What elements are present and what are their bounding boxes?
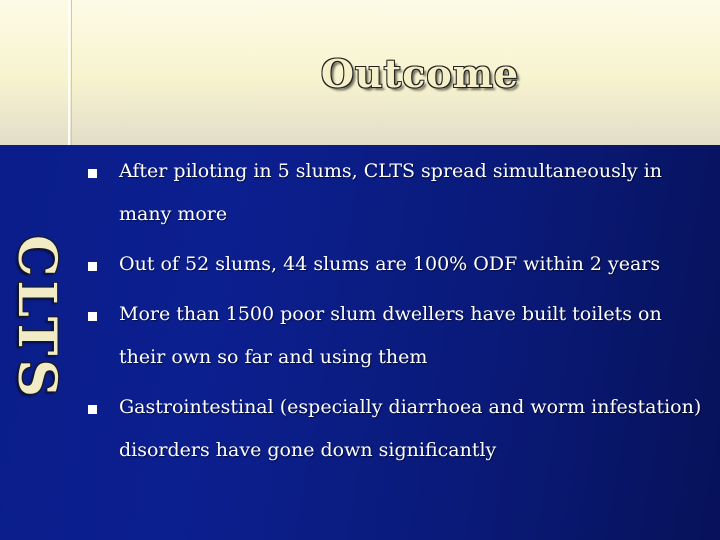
side-label: CLTS	[6, 235, 67, 401]
bullet-item	[86, 243, 706, 286]
square-bullet-icon	[88, 169, 97, 178]
bullet-list	[86, 150, 706, 479]
bullet-text: Gastrointestinal (especially diarrhoea and worm infestation) disorders have gone down significantly	[119, 396, 702, 461]
bullet-text: After piloting in 5 slums, CLTS spread simultaneously in many more	[119, 160, 663, 225]
bullet-text: More than 1500 poor slum dwellers have built toilets on their own so far and using them	[119, 303, 662, 368]
square-bullet-icon	[88, 312, 97, 321]
divider-line-shadow	[71, 0, 72, 145]
bullet-text: Out of 52 slums, 44 slums are 100% ODF within 2 years	[119, 253, 661, 275]
bullet-item	[86, 150, 706, 236]
slide-title: Outcome	[320, 51, 520, 96]
square-bullet-icon	[88, 262, 97, 271]
bullet-item	[86, 386, 706, 472]
square-bullet-icon	[88, 405, 97, 414]
divider-line	[68, 0, 70, 145]
bullet-item	[86, 293, 706, 379]
